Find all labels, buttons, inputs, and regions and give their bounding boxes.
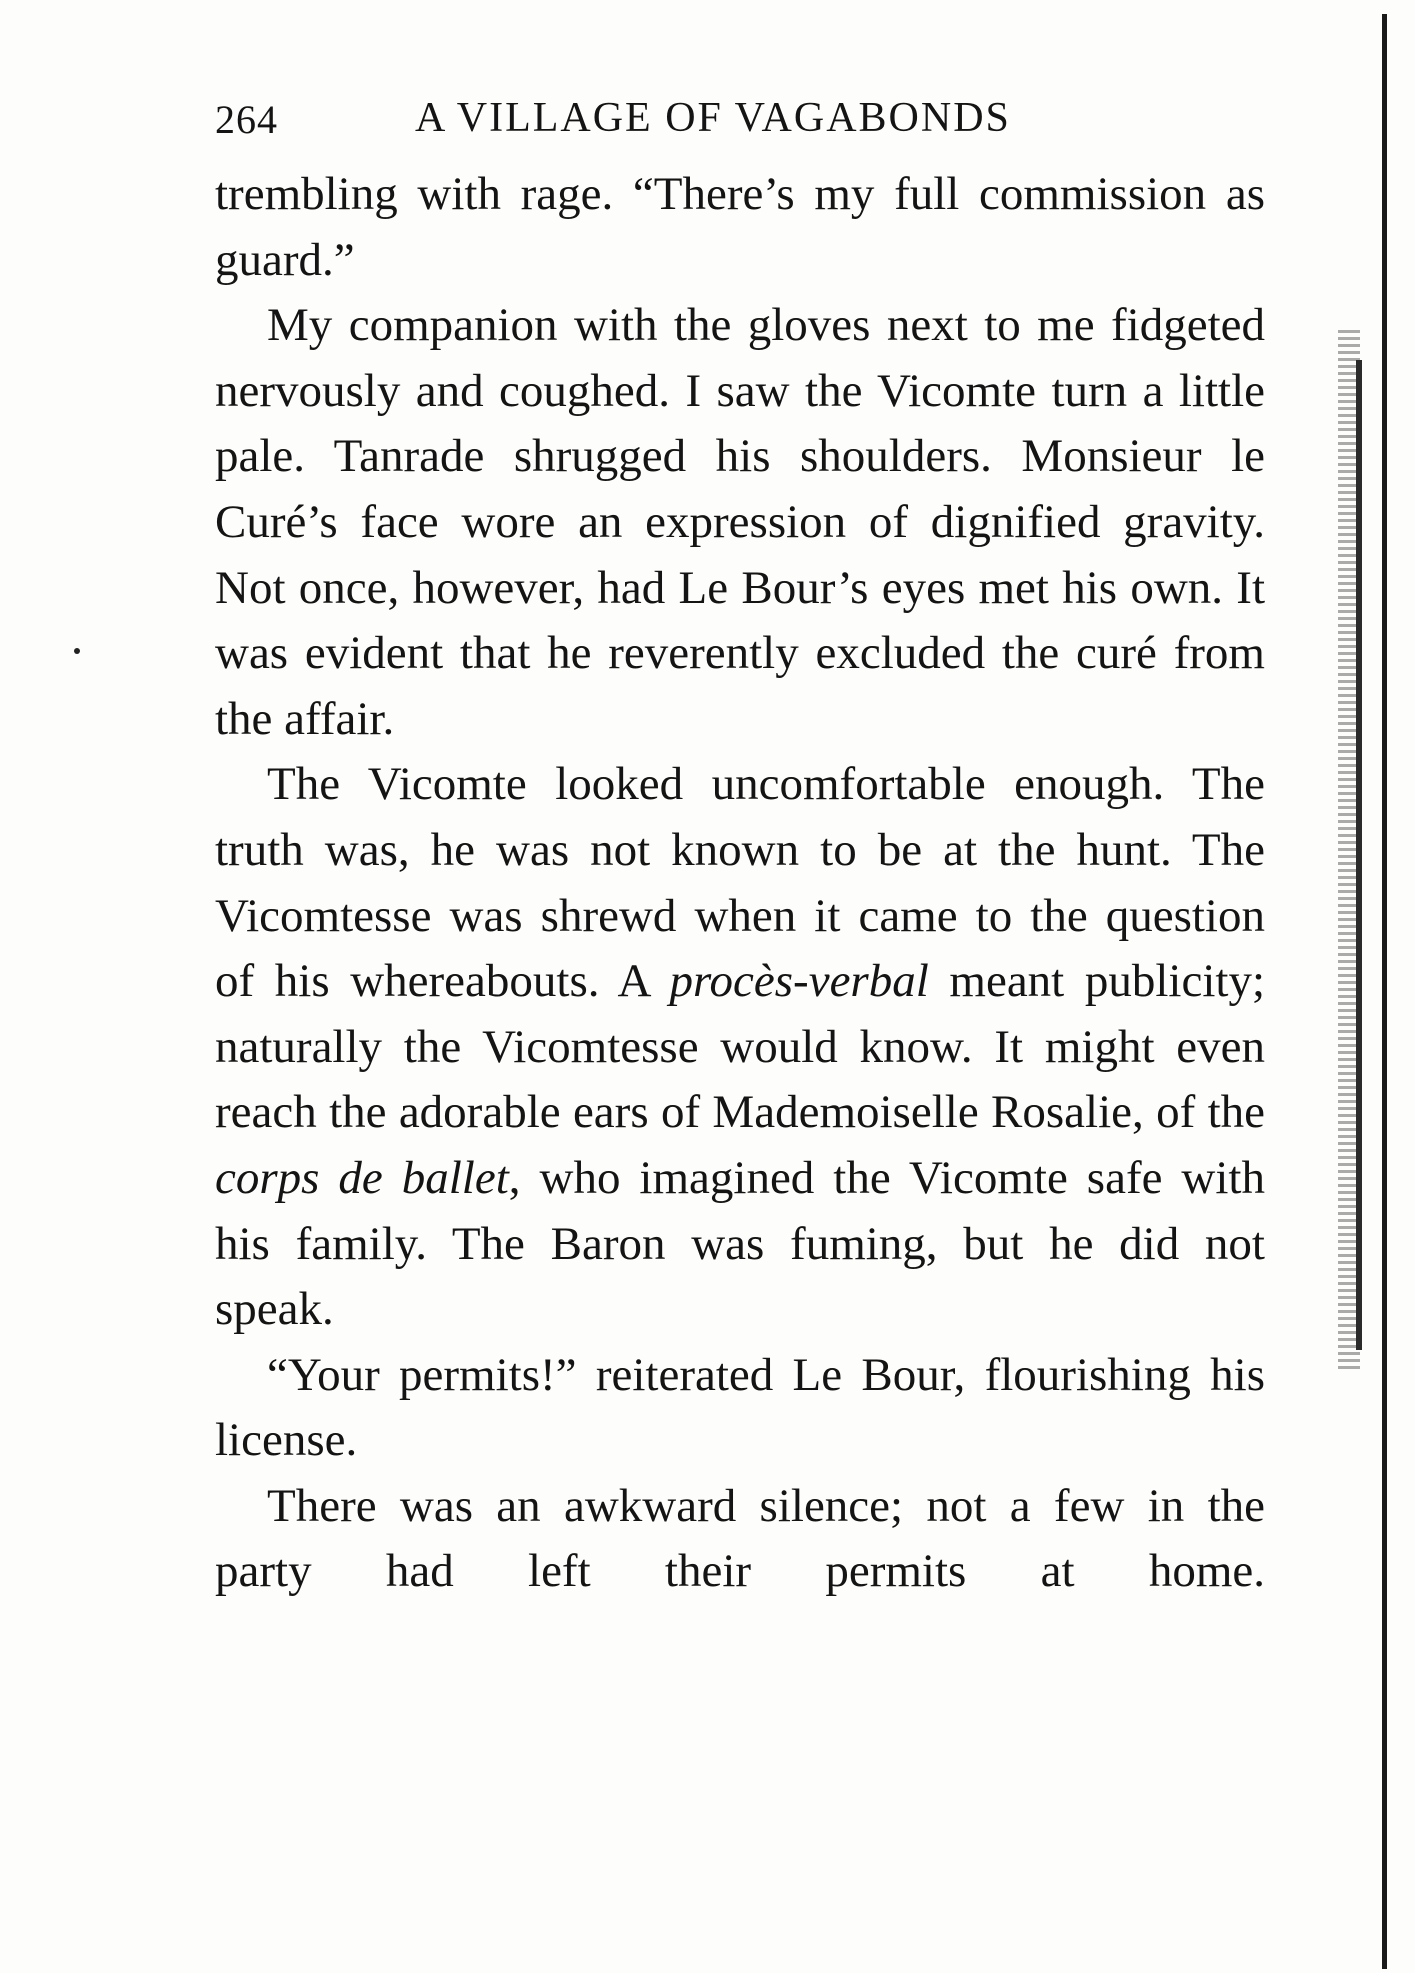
page-header	[215, 88, 1265, 148]
page-edge-line	[1382, 14, 1387, 1969]
paragraph-2: My companion with the gloves next to me fidgeted nervously and coughed. I saw the Vicomte turn a little pale. Tanrade shrugged his shoulders. Monsieur le Curé’s face wore an expression of dignified gravity. Not once, however, had Le Bour’s eyes met his own. It was evident that he reverently excluded the curé from the affair.	[215, 299, 1265, 745]
italic-proces-verbal: procès-verbal	[669, 955, 929, 1008]
paragraph-4: “Your permits!” reiterated Le Bour, flourishing his license.	[215, 1348, 1265, 1467]
paragraph-3	[215, 752, 1265, 1342]
scan-speck	[74, 648, 80, 654]
body-text	[215, 162, 1265, 1605]
paragraph-3-part-3: , who imagined the Vicomte safe with his family. The Baron was fuming, but he did not speak.	[215, 1151, 1265, 1336]
paragraph-1: trembling with rage. “There’s my full commission as guard.”	[215, 168, 1265, 286]
paragraph-5: There was an awkward silence; not a few in the party had left their permits at home.	[215, 1479, 1265, 1598]
italic-corps-de-ballet: corps de ballet	[215, 1151, 509, 1204]
paragraph-3-part-2: meant publicity; naturally the Vicomtesse would know. It might even reach the adorable ears of Mademoiselle Rosalie, of the	[215, 955, 1265, 1139]
binding-shadow-edge	[1356, 360, 1362, 1350]
page-number: 264	[215, 97, 278, 142]
running-title: A VILLAGE OF VAGABONDS	[415, 95, 1011, 141]
paragraph-3-part-1: The Vicomte looked uncomfortable enough. The truth was, he was not known to be at the hunt. The Vicomtesse was shrewd when it came to the question of his whereabouts. A	[215, 758, 1265, 1008]
